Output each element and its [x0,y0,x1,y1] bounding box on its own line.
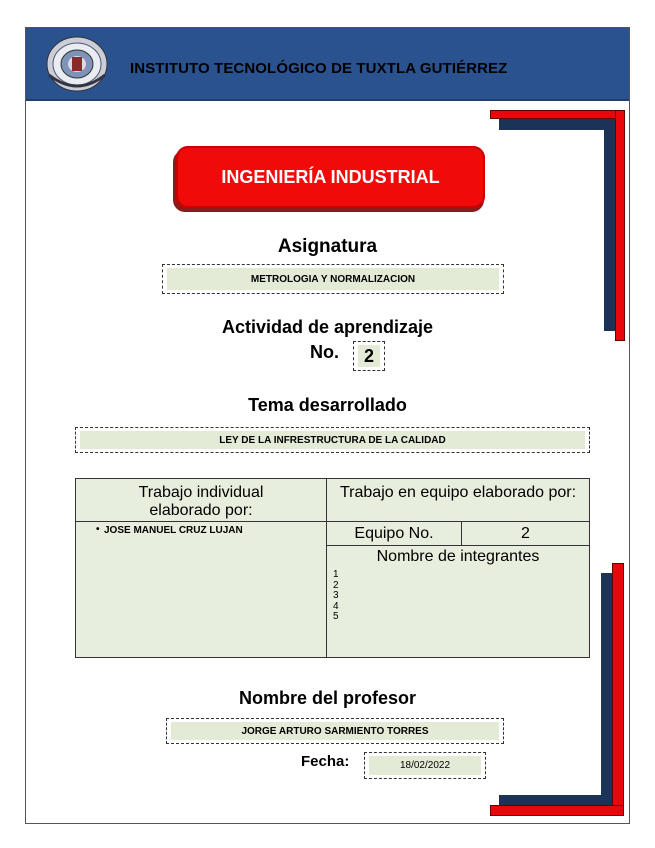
members-title: Nombre de integrantes [376,548,540,565]
professor-value: JORGE ARTURO SARMIENTO TORRES [171,722,499,740]
date-label: Fecha: [301,753,350,770]
subject-field [162,264,504,294]
team-header-cell [327,479,590,522]
date-field [364,752,486,779]
student-name: • JOSE MANUEL CRUZ LUJAN [76,522,326,536]
team-body-cell [327,522,590,658]
member-item: 5 [333,611,339,622]
topic-field [75,427,590,453]
team-label: Equipo No. [327,522,462,545]
subject-value: METROLOGIA Y NORMALIZACION [167,268,499,290]
corner-red-horizontal-top [490,110,625,119]
corner-red-horizontal-bottom [490,805,624,816]
professor-heading: Nombre del profesor [238,688,417,708]
team-number-row [327,522,589,546]
member-item: 1 [333,569,339,580]
institute-title: INSTITUTO TECNOLÓGICO DE TUXTLA GUTIÉRREZ [130,60,508,77]
professor-field [166,718,504,744]
member-item: 4 [333,600,339,612]
activity-heading: Actividad de aprendizaje [221,317,434,337]
career-badge: INGENIERÍA INDUSTRIAL [176,146,485,208]
topic-value: LEY DE LA INFRESTRUCTURA DE LA CALIDAD [80,431,585,449]
corner-red-vertical-top [615,110,625,341]
subject-heading: Asignatura [277,236,378,257]
individual-header: Trabajo individual elaborado por: [138,484,264,519]
member-item: 2 [333,579,339,591]
topic-heading: Tema desarrollado [248,395,407,415]
activity-number: 2 [358,345,380,367]
date-value: 18/02/2022 [369,756,481,775]
corner-navy-horizontal-top [499,118,619,130]
individual-header-cell [76,479,327,522]
member-item: 3 [333,590,339,601]
institute-seal-icon [45,35,109,93]
team-header: Trabajo en equipo elaborado por: [339,484,577,501]
activity-no-label: No. [310,342,339,362]
individual-body-cell [76,522,327,658]
members-list [327,566,589,623]
team-number: 2 [521,524,530,542]
activity-number-field [353,341,385,371]
work-table [75,478,590,658]
